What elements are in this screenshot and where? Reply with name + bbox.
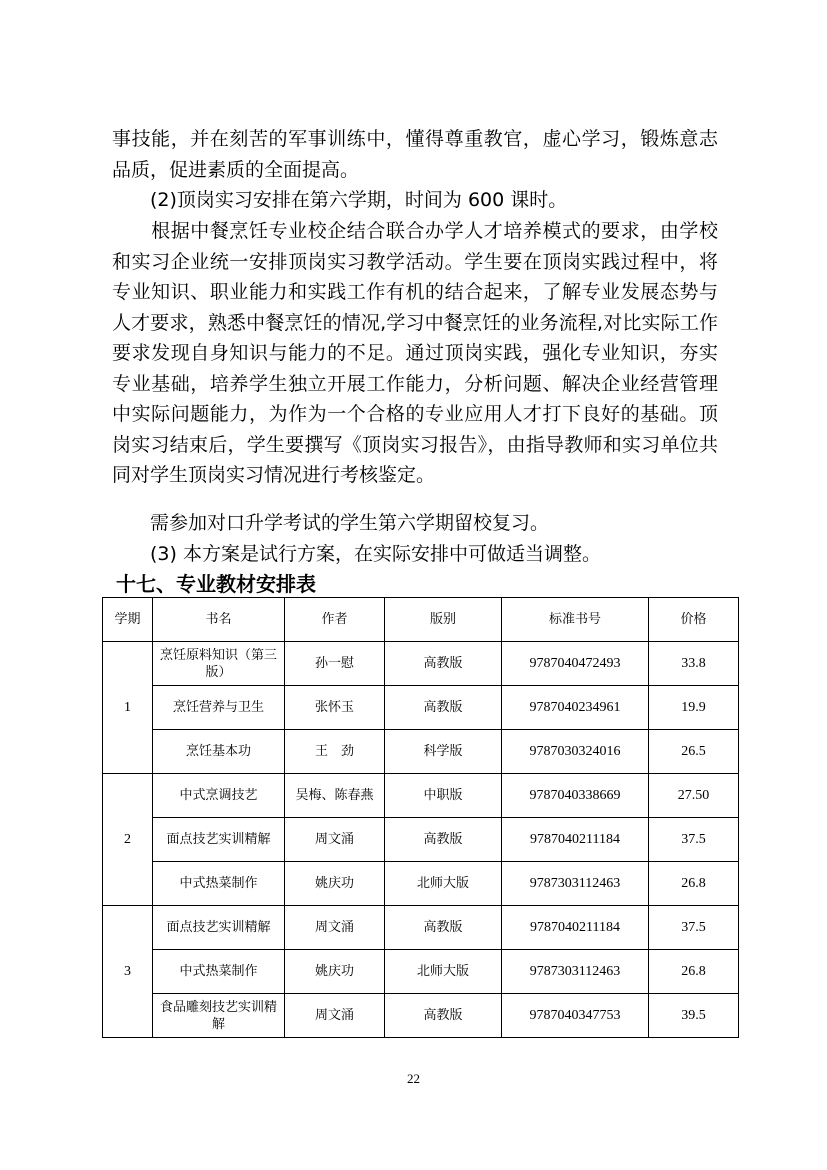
book-edition: 北师大版 bbox=[385, 950, 502, 994]
book-title: 中式热菜制作 bbox=[153, 862, 285, 906]
book-price: 37.5 bbox=[649, 818, 739, 862]
header-price: 价格 bbox=[649, 598, 739, 642]
table-header-row bbox=[103, 598, 739, 642]
header-edition: 版别 bbox=[385, 598, 502, 642]
book-edition: 高教版 bbox=[385, 994, 502, 1038]
paragraph-exam-review: 需参加对口升学考试的学生第六学期留校复习。 bbox=[150, 512, 550, 534]
book-title: 中式烹调技艺 bbox=[153, 774, 285, 818]
book-isbn: 9787030324016 bbox=[502, 730, 649, 774]
paragraph-military-training: 事技能，并在刻苦的军事训练中，懂得尊重教官，虚心学习，锻炼意志品质，促进素质的全面提高。 bbox=[112, 128, 718, 181]
book-price: 26.8 bbox=[649, 950, 739, 994]
table-row bbox=[103, 906, 739, 950]
book-isbn: 9787040234961 bbox=[502, 686, 649, 730]
book-isbn: 9787303112463 bbox=[502, 950, 649, 994]
book-isbn: 9787303112463 bbox=[502, 862, 649, 906]
book-price: 37.5 bbox=[649, 906, 739, 950]
paragraph-internship-schedule: (2)顶岗实习安排在第六学期，时间为 600 课时。 bbox=[150, 189, 568, 211]
table-row bbox=[103, 686, 739, 730]
book-edition: 高教版 bbox=[385, 642, 502, 686]
book-author: 周文涌 bbox=[285, 818, 385, 862]
book-edition: 科学版 bbox=[385, 730, 502, 774]
book-edition: 高教版 bbox=[385, 818, 502, 862]
book-edition: 北师大版 bbox=[385, 862, 502, 906]
book-title: 食品雕刻技艺实训精解 bbox=[153, 994, 285, 1038]
book-price: 33.8 bbox=[649, 642, 739, 686]
term-cell: 1 bbox=[103, 642, 153, 774]
header-isbn: 标准书号 bbox=[502, 598, 649, 642]
header-term: 学期 bbox=[103, 598, 153, 642]
table-row bbox=[103, 818, 739, 862]
book-isbn: 9787040347753 bbox=[502, 994, 649, 1038]
header-title: 书名 bbox=[153, 598, 285, 642]
book-title: 面点技艺实训精解 bbox=[153, 906, 285, 950]
book-edition: 高教版 bbox=[385, 686, 502, 730]
book-isbn: 9787040211184 bbox=[502, 818, 649, 862]
header-author: 作者 bbox=[285, 598, 385, 642]
book-price: 19.9 bbox=[649, 686, 739, 730]
page-number: 22 bbox=[407, 1071, 420, 1086]
paragraph-trial-plan: (3) 本方案是试行方案，在实际安排中可做适当调整。 bbox=[150, 543, 601, 565]
book-isbn: 9787040472493 bbox=[502, 642, 649, 686]
table-row bbox=[103, 950, 739, 994]
book-isbn: 9787040211184 bbox=[502, 906, 649, 950]
book-title: 面点技艺实训精解 bbox=[153, 818, 285, 862]
table-row bbox=[103, 862, 739, 906]
book-author: 周文涌 bbox=[285, 906, 385, 950]
book-price: 26.5 bbox=[649, 730, 739, 774]
book-edition: 中职版 bbox=[385, 774, 502, 818]
term-cell: 2 bbox=[103, 774, 153, 906]
table-row bbox=[103, 730, 739, 774]
book-title: 中式热菜制作 bbox=[153, 950, 285, 994]
paragraph-internship-description: 根据中餐烹饪专业校企结合联合办学人才培养模式的要求，由学校和实习企业统一安排顶岗实习教学活动。学生要在顶岗实践过程中，将专业知识、职业能力和实践工作有机的结合起来，了解专业发展态势与人才要求，熟悉中餐烹饪的情况,学习中餐烹饪的业务流程,对比实际工作要求发现自身知识与能力的不足。通过顶岗实践，强化专业知识，夯实专业基础，培养学生独立开展工作能力，分析问题、解决企业经营管理中实际问题能力，为作为一个合格的专业应用人才打下良好的基础。顶岗实习结束后，学生要撰写《顶岗实习报告》，由指导教师和实习单位共同对学生顶岗实习情况进行考核鉴定。 bbox=[112, 220, 718, 486]
table-row bbox=[103, 994, 739, 1038]
book-author: 周文涌 bbox=[285, 994, 385, 1038]
book-author: 姚庆功 bbox=[285, 950, 385, 994]
book-price: 27.50 bbox=[649, 774, 739, 818]
book-author: 王 劲 bbox=[285, 730, 385, 774]
book-author: 吴梅、陈春燕 bbox=[285, 774, 385, 818]
book-author: 张怀玉 bbox=[285, 686, 385, 730]
section-heading: 十七、专业教材安排表 bbox=[116, 572, 316, 596]
table-row bbox=[103, 774, 739, 818]
book-edition: 高教版 bbox=[385, 906, 502, 950]
book-author: 孙一慰 bbox=[285, 642, 385, 686]
book-title: 烹饪基本功 bbox=[153, 730, 285, 774]
term-cell: 3 bbox=[103, 906, 153, 1038]
table-row bbox=[103, 642, 739, 686]
book-price: 39.5 bbox=[649, 994, 739, 1038]
book-price: 26.8 bbox=[649, 862, 739, 906]
book-title: 烹饪营养与卫生 bbox=[153, 686, 285, 730]
book-title: 烹饪原料知识（第三版） bbox=[153, 642, 285, 686]
textbook-table bbox=[102, 597, 739, 1038]
book-isbn: 9787040338669 bbox=[502, 774, 649, 818]
book-author: 姚庆功 bbox=[285, 862, 385, 906]
